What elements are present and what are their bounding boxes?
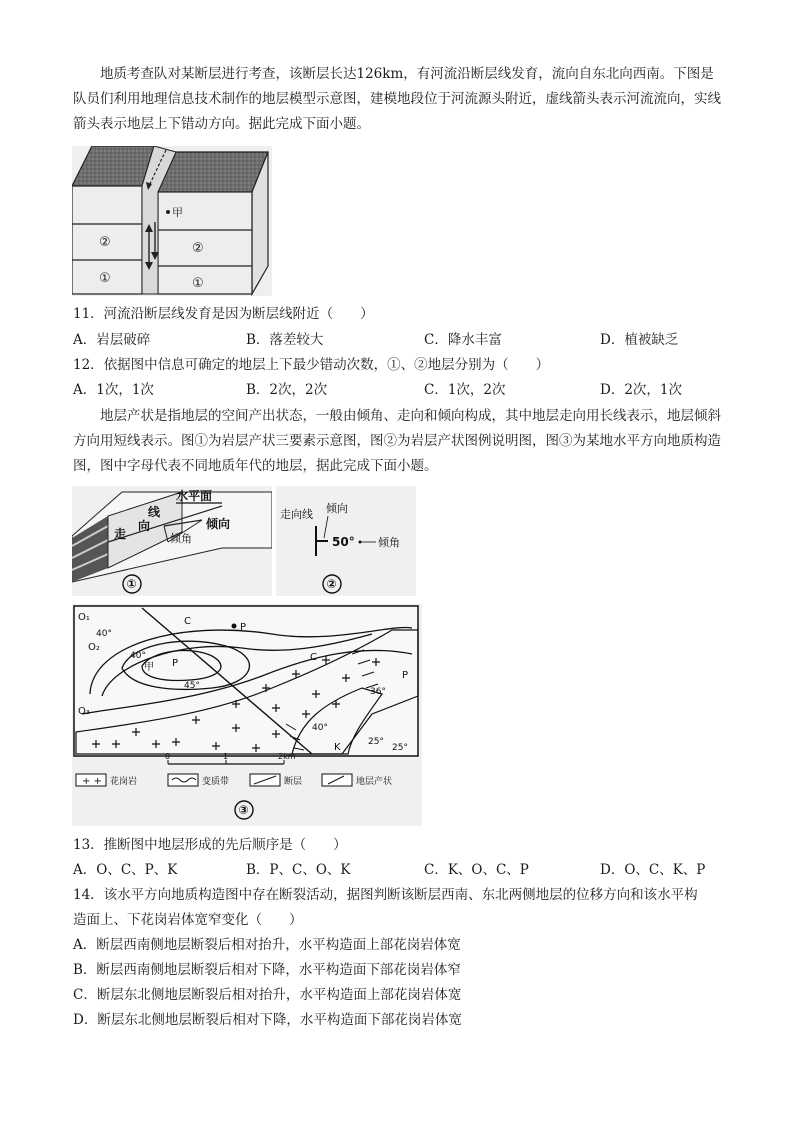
legend-dip-direction: 倾向: [326, 502, 348, 515]
layer-2-left: ②: [99, 235, 111, 250]
map-angle-3: 45°: [184, 681, 200, 691]
map-angle-2: 40°: [130, 651, 146, 661]
map-label-p-right: P: [402, 670, 409, 681]
intro-paragraph-2: 地层产状是指地层的空间产出状态，一般由倾角、走向和倾向构成，其中地层走向用长线表示，地层倾斜方向用短线表示。图①为岩层产状三要素示意图，图②为岩层产状图例说明图，图③为某地水平方向地质构造图，图中字母代表不同地质年代的地层，据此完成下面小题。: [73, 408, 721, 474]
layer-2-right: ②: [192, 241, 204, 256]
map-label-c-top: C: [184, 616, 191, 627]
label-horizontal-plane: 水平面: [176, 489, 213, 503]
q12-option-c: C．1次，2次: [424, 382, 506, 398]
scale-2km: 2km: [278, 752, 296, 761]
map-label-k: K: [334, 742, 341, 753]
scale-1: 1: [223, 752, 229, 761]
attitude-elements-figure: [72, 486, 272, 596]
map-label-o3: O₃: [78, 706, 90, 717]
attitude-legend-figure: [276, 486, 416, 596]
map-label-p: P: [172, 658, 179, 669]
map-angle-1: 40°: [96, 629, 112, 639]
legend-dip-angle: 倾角: [378, 536, 400, 549]
legend-fault: 断层: [284, 777, 303, 787]
map-point-p: P: [240, 622, 247, 633]
question-11: 11．河流沿断层线发育是因为断层线附近（ ）: [73, 306, 374, 322]
question-13: 13．推断图中地层形成的先后顺序是（ ）: [73, 837, 347, 853]
layer-1-right: ①: [192, 276, 204, 291]
legend-strike-line: 走向线: [280, 508, 313, 521]
q11-option-d: D．植被缺乏: [600, 332, 679, 348]
label-strike: 走: [114, 527, 127, 541]
figure-number-3: ③: [238, 803, 249, 817]
intro-paragraph-1: 地质考查队对某断层进行考查，该断层长达126km，有河流沿断层线发育，流向自东北向西南。下图是队员们利用地理信息技术制作的地层模型示意图，建模地段位于河流源头附近，虚线箭头表示河流流向，实线箭头表示地层上下错动方向。据此完成下面小题。: [73, 66, 721, 132]
q14-option-d: D．断层东北侧地层断裂后相对下降，水平构造面下部花岗岩体宽: [73, 1012, 462, 1028]
q11-option-c: C．降水丰富: [424, 332, 502, 348]
legend-attitude: 地层产状: [356, 777, 393, 787]
q13-option-d: D．O、C、K、P: [600, 862, 706, 878]
geological-map-figure: [72, 604, 422, 826]
q14-option-c: C．断层东北侧地层断裂后相对抬升，水平构造面上部花岗岩体宽: [73, 987, 462, 1003]
figure-number-2: ②: [326, 577, 337, 591]
q13-option-a: A．O、C、P、K: [73, 862, 178, 878]
map-angle-6: 25°: [368, 737, 384, 747]
svg-text:+ +: + +: [82, 776, 102, 787]
label-dip-direction: 倾向: [206, 517, 231, 531]
question-14-line-1: 14．该水平方向地质构造图中存在断裂活动，据图判断该断层西南、东北两侧地层的位移方向和该水平构: [73, 887, 698, 903]
q12-option-b: B．2次，2次: [246, 382, 328, 398]
q13-option-c: C．K、O、C、P: [424, 862, 529, 878]
question-14-line-2: 造面上、下花岗岩体宽窄变化（ ）: [73, 912, 303, 928]
label-strike-3: 线: [148, 505, 161, 519]
question-12: 12．依据图中信息可确定的地层上下最少错动次数，①、②地层分别为（ ）: [73, 357, 550, 373]
q14-option-a: A．断层西南侧地层断裂后相对抬升，水平构造面上部花岗岩体宽: [73, 937, 461, 953]
map-angle-7: 25°: [392, 743, 408, 753]
q14-option-b: B．断层西南侧地层断裂后相对下降，水平构造面下部花岗岩体窄: [73, 962, 461, 978]
q12-option-d: D．2次，1次: [600, 382, 683, 398]
label-strike-2: 向: [138, 519, 151, 533]
legend-angle-value: 50°: [332, 535, 355, 549]
fault-block-model-figure: [72, 146, 272, 296]
label-dip-angle: 倾角: [170, 532, 192, 545]
map-label-c-right: C: [310, 652, 317, 663]
layer-1-left: ①: [99, 271, 111, 286]
map-label-o2: O₂: [88, 642, 100, 653]
map-label-o1: O₁: [78, 612, 90, 623]
label-jia: 甲: [172, 206, 183, 219]
scale-0: 0: [165, 752, 171, 761]
q13-option-b: B．P、C、O、K: [246, 862, 351, 878]
q12-option-a: A．1次，1次: [73, 382, 154, 398]
figure-number-1: ①: [126, 577, 137, 591]
map-label-jia: 甲: [144, 662, 154, 673]
legend-granite: 花岗岩: [110, 777, 138, 787]
map-angle-4: 36°: [370, 687, 386, 697]
map-angle-5: 40°: [312, 723, 328, 733]
q11-option-b: B．落差较大: [246, 332, 324, 348]
q11-option-a: A．岩层破碎: [73, 332, 151, 348]
legend-metamorphic: 变质带: [202, 777, 230, 787]
